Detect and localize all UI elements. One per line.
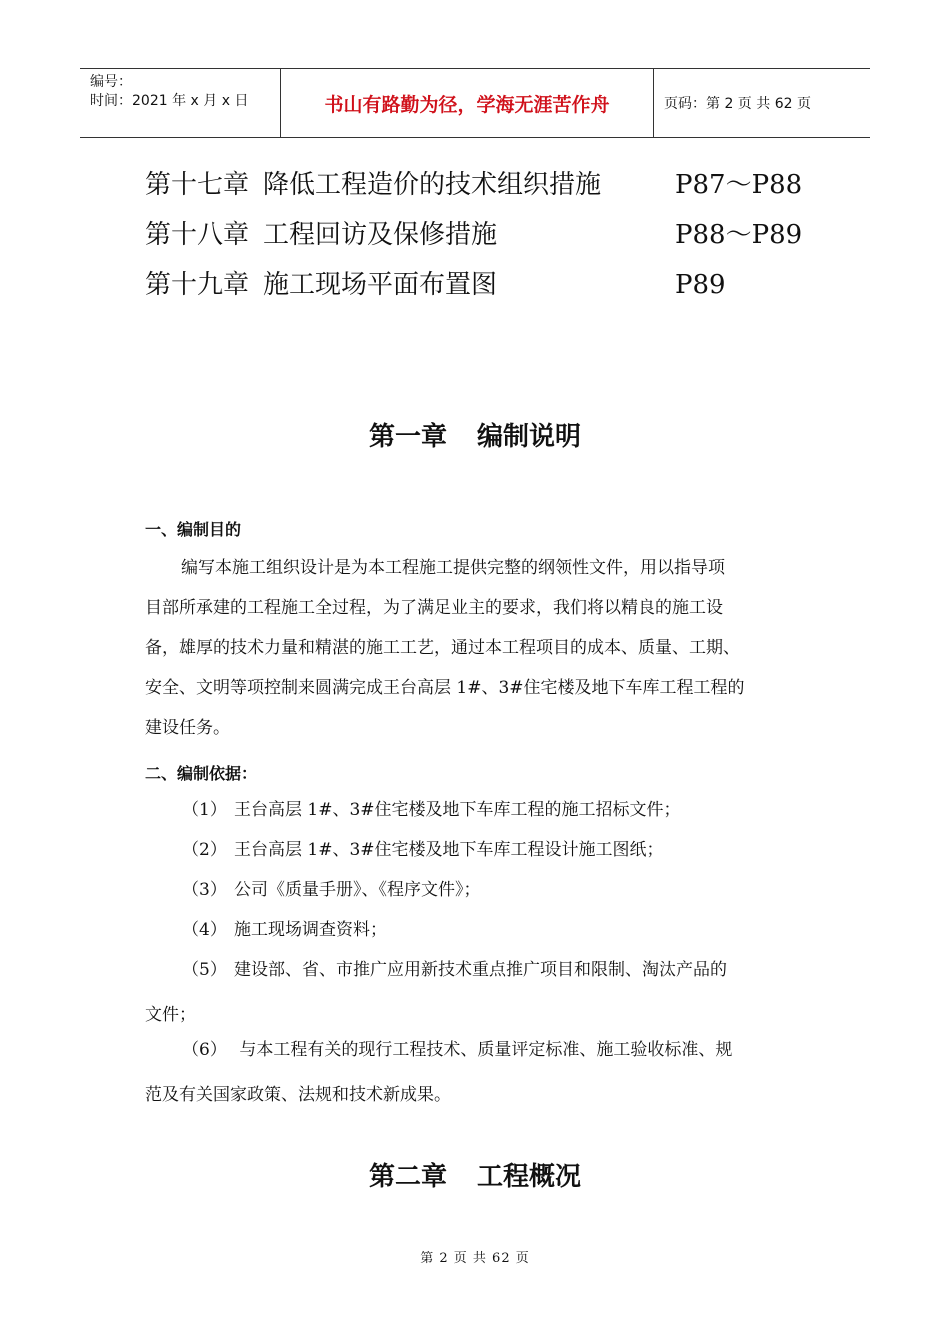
time-label: 时间：2021 年 x 月 x 日: [90, 93, 249, 109]
paragraph-line: 编写本施工组织设计是为本工程施工提供完整的纲领性文件，用以指导项: [181, 558, 725, 578]
item-number: （4）: [182, 920, 227, 940]
list-item: [182, 1030, 732, 1070]
item-number: （1）: [182, 800, 227, 820]
header-page-info: 页码：第 2 页 共 62 页: [664, 96, 811, 112]
item-number: （6）: [182, 1040, 227, 1060]
paragraph-line: 建设任务。: [145, 718, 230, 738]
toc-pages: P89: [675, 270, 726, 300]
item-number: （2）: [182, 840, 227, 860]
item-text: 施工现场调查资料；: [234, 920, 387, 940]
item-text: 与本工程有关的现行工程技术、质量评定标准、施工验收标准、规: [234, 1040, 733, 1060]
toc-chapter: 第十八章: [145, 220, 250, 250]
toc-title: 降低工程造价的技术组织措施: [263, 170, 602, 200]
item-number: （3）: [182, 880, 227, 900]
list-item: [182, 790, 681, 830]
item-text: 建设部、省、市推广应用新技术重点推广项目和限制、淘汰产品的: [234, 960, 727, 980]
toc-title: 工程回访及保修措施: [263, 220, 498, 250]
item-number: （5）: [182, 960, 227, 980]
page-header: [80, 68, 870, 138]
list-item: [182, 910, 387, 950]
toc-entry: [145, 215, 803, 255]
toc-title: 施工现场平面布置图: [263, 270, 498, 300]
chapter-number: 第二章: [368, 1162, 447, 1192]
chapter-number: 第一章: [368, 422, 447, 452]
header-motto: 书山有路勤为径，学海无涯苦作舟: [281, 69, 654, 137]
list-item: [182, 870, 481, 910]
chapter-heading: [0, 416, 950, 453]
toc-pages: P88～P89: [675, 220, 803, 250]
chapter-heading: [0, 1156, 950, 1193]
list-item-continuation: 文件；: [145, 1005, 196, 1025]
section-paragraph: [145, 548, 825, 748]
toc-entry: [145, 165, 803, 205]
item-text: 王台高层 1#、3#住宅楼及地下车库工程的施工招标文件；: [234, 800, 681, 820]
list-item: [182, 830, 664, 870]
toc-chapter: 第十九章: [145, 270, 250, 300]
item-text: 公司《质量手册》、《程序文件》；: [234, 880, 481, 900]
paragraph-line: 安全、文明等项控制来圆满完成王台高层 1#、3#住宅楼及地下车库工程工程的: [145, 678, 745, 698]
toc-entry: [145, 265, 726, 305]
list-item: [182, 950, 727, 990]
section-heading: 二、编制依据：: [145, 764, 258, 783]
code-label: 编号：: [90, 74, 132, 90]
section-heading: 一、编制目的: [145, 520, 242, 539]
chapter-title: 工程概况: [477, 1162, 582, 1192]
toc-chapter: 第十七章: [145, 170, 250, 200]
page-footer: 第 2 页 共 62 页: [420, 1251, 530, 1266]
list-item-continuation: 范及有关国家政策、法规和技术新成果。: [145, 1085, 451, 1105]
toc-pages: P87～P88: [675, 170, 803, 200]
paragraph-line: 目部所承建的工程施工全过程，为了满足业主的要求，我们将以精良的施工设: [145, 598, 723, 618]
chapter-title: 编制说明: [477, 422, 582, 452]
item-text: 王台高层 1#、3#住宅楼及地下车库工程设计施工图纸；: [234, 840, 664, 860]
header-meta-cell: [80, 69, 281, 137]
paragraph-line: 备，雄厚的技术力量和精湛的施工工艺，通过本工程项目的成本、质量、工期、: [145, 638, 740, 658]
